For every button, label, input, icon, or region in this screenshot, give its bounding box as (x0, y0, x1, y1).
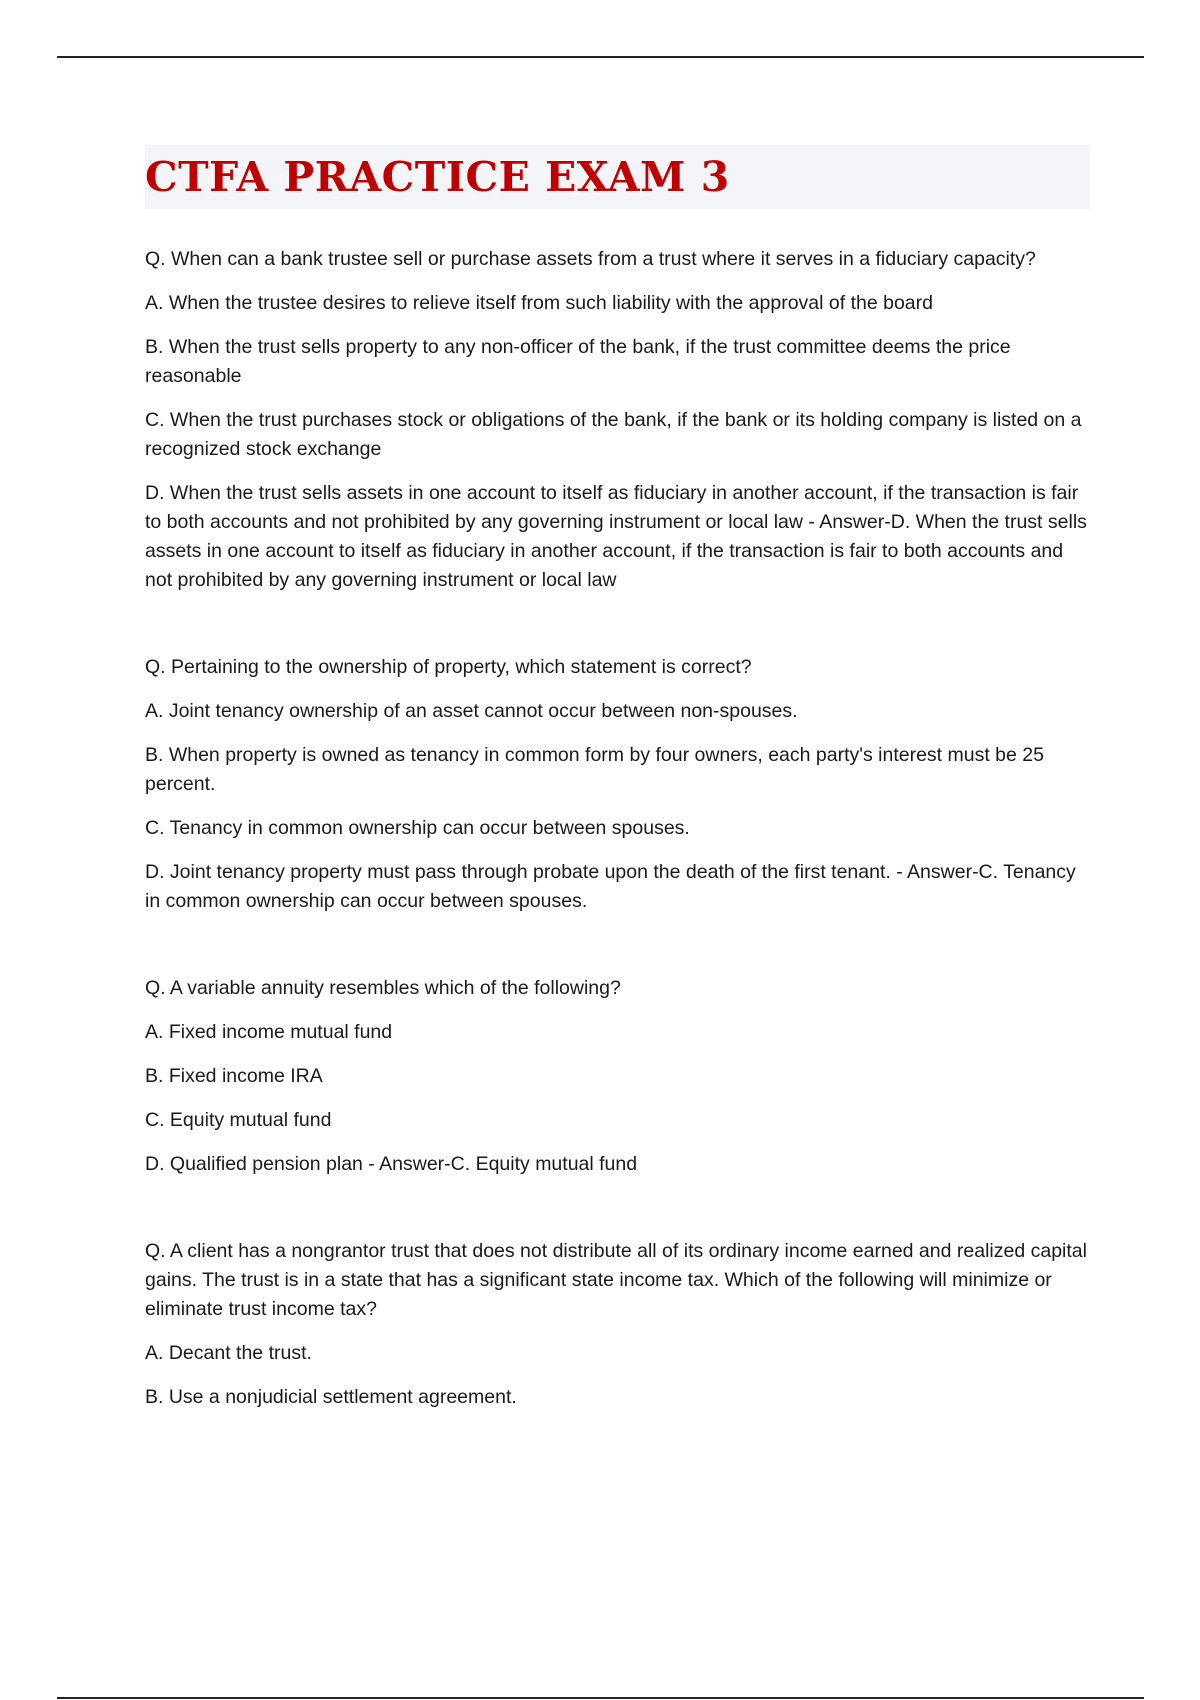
option-c: C. When the trust purchases stock or obligations of the bank, if the bank or its holding company is listed on a recognized stock exchange (145, 409, 1082, 460)
option-b: B. When property is owned as tenancy in common form by four owners, each party's interest must be 25 percent. (145, 744, 1044, 795)
option-d-answer: D. When the trust sells assets in one account to itself as fiduciary in another account, if the transaction is fair to both accounts and not prohibited by any governing instrument or local law - Answer-D. When the trust sells assets in one account to itself as fiduciary in another account, if the transaction is fair to both accounts and not prohibited by any governing instrument or local law (145, 482, 1087, 591)
page-title: CTFA PRACTICE EXAM 3 (145, 153, 730, 201)
option-a: A. Fixed income mutual fund (145, 1021, 393, 1043)
question-3 (145, 974, 1090, 1179)
option-b: B. When the trust sells property to any non-officer of the bank, if the trust committee deems the price reasonable (145, 336, 1011, 387)
question-text: Q. A client has a nongrantor trust that does not distribute all of its ordinary income earned and realized capital gains. The trust is in a state that has a significant state income tax. Which of the following will minimize or eliminate trust income tax? (145, 1240, 1087, 1320)
option-a: A. Joint tenancy ownership of an asset cannot occur between non-spouses. (145, 700, 798, 722)
option-c: C. Tenancy in common ownership can occur between spouses. (145, 817, 690, 839)
question-4 (145, 1237, 1090, 1412)
header-rule (57, 56, 1144, 58)
question-text: Q. A variable annuity resembles which of the following? (145, 977, 621, 999)
document-body (145, 145, 1090, 1470)
question-2 (145, 653, 1090, 916)
option-d-answer: D. Qualified pension plan - Answer-C. Equity mutual fund (145, 1153, 638, 1175)
option-b: B. Fixed income IRA (145, 1065, 323, 1087)
option-a: A. When the trustee desires to relieve itself from such liability with the approval of the board (145, 292, 933, 314)
question-text: Q. Pertaining to the ownership of property, which statement is correct? (145, 656, 752, 678)
footer-rule (57, 1697, 1144, 1699)
question-1 (145, 245, 1090, 595)
question-text: Q. When can a bank trustee sell or purchase assets from a trust where it serves in a fiduciary capacity? (145, 248, 1036, 270)
option-a: A. Decant the trust. (145, 1342, 312, 1364)
option-d-answer: D. Joint tenancy property must pass through probate upon the death of the first tenant. - Answer-C. Tenancy in common ownership can occur between spouses. (145, 861, 1076, 912)
option-b: B. Use a nonjudicial settlement agreement. (145, 1386, 517, 1408)
option-c: C. Equity mutual fund (145, 1109, 332, 1131)
title-bar (145, 145, 1090, 209)
